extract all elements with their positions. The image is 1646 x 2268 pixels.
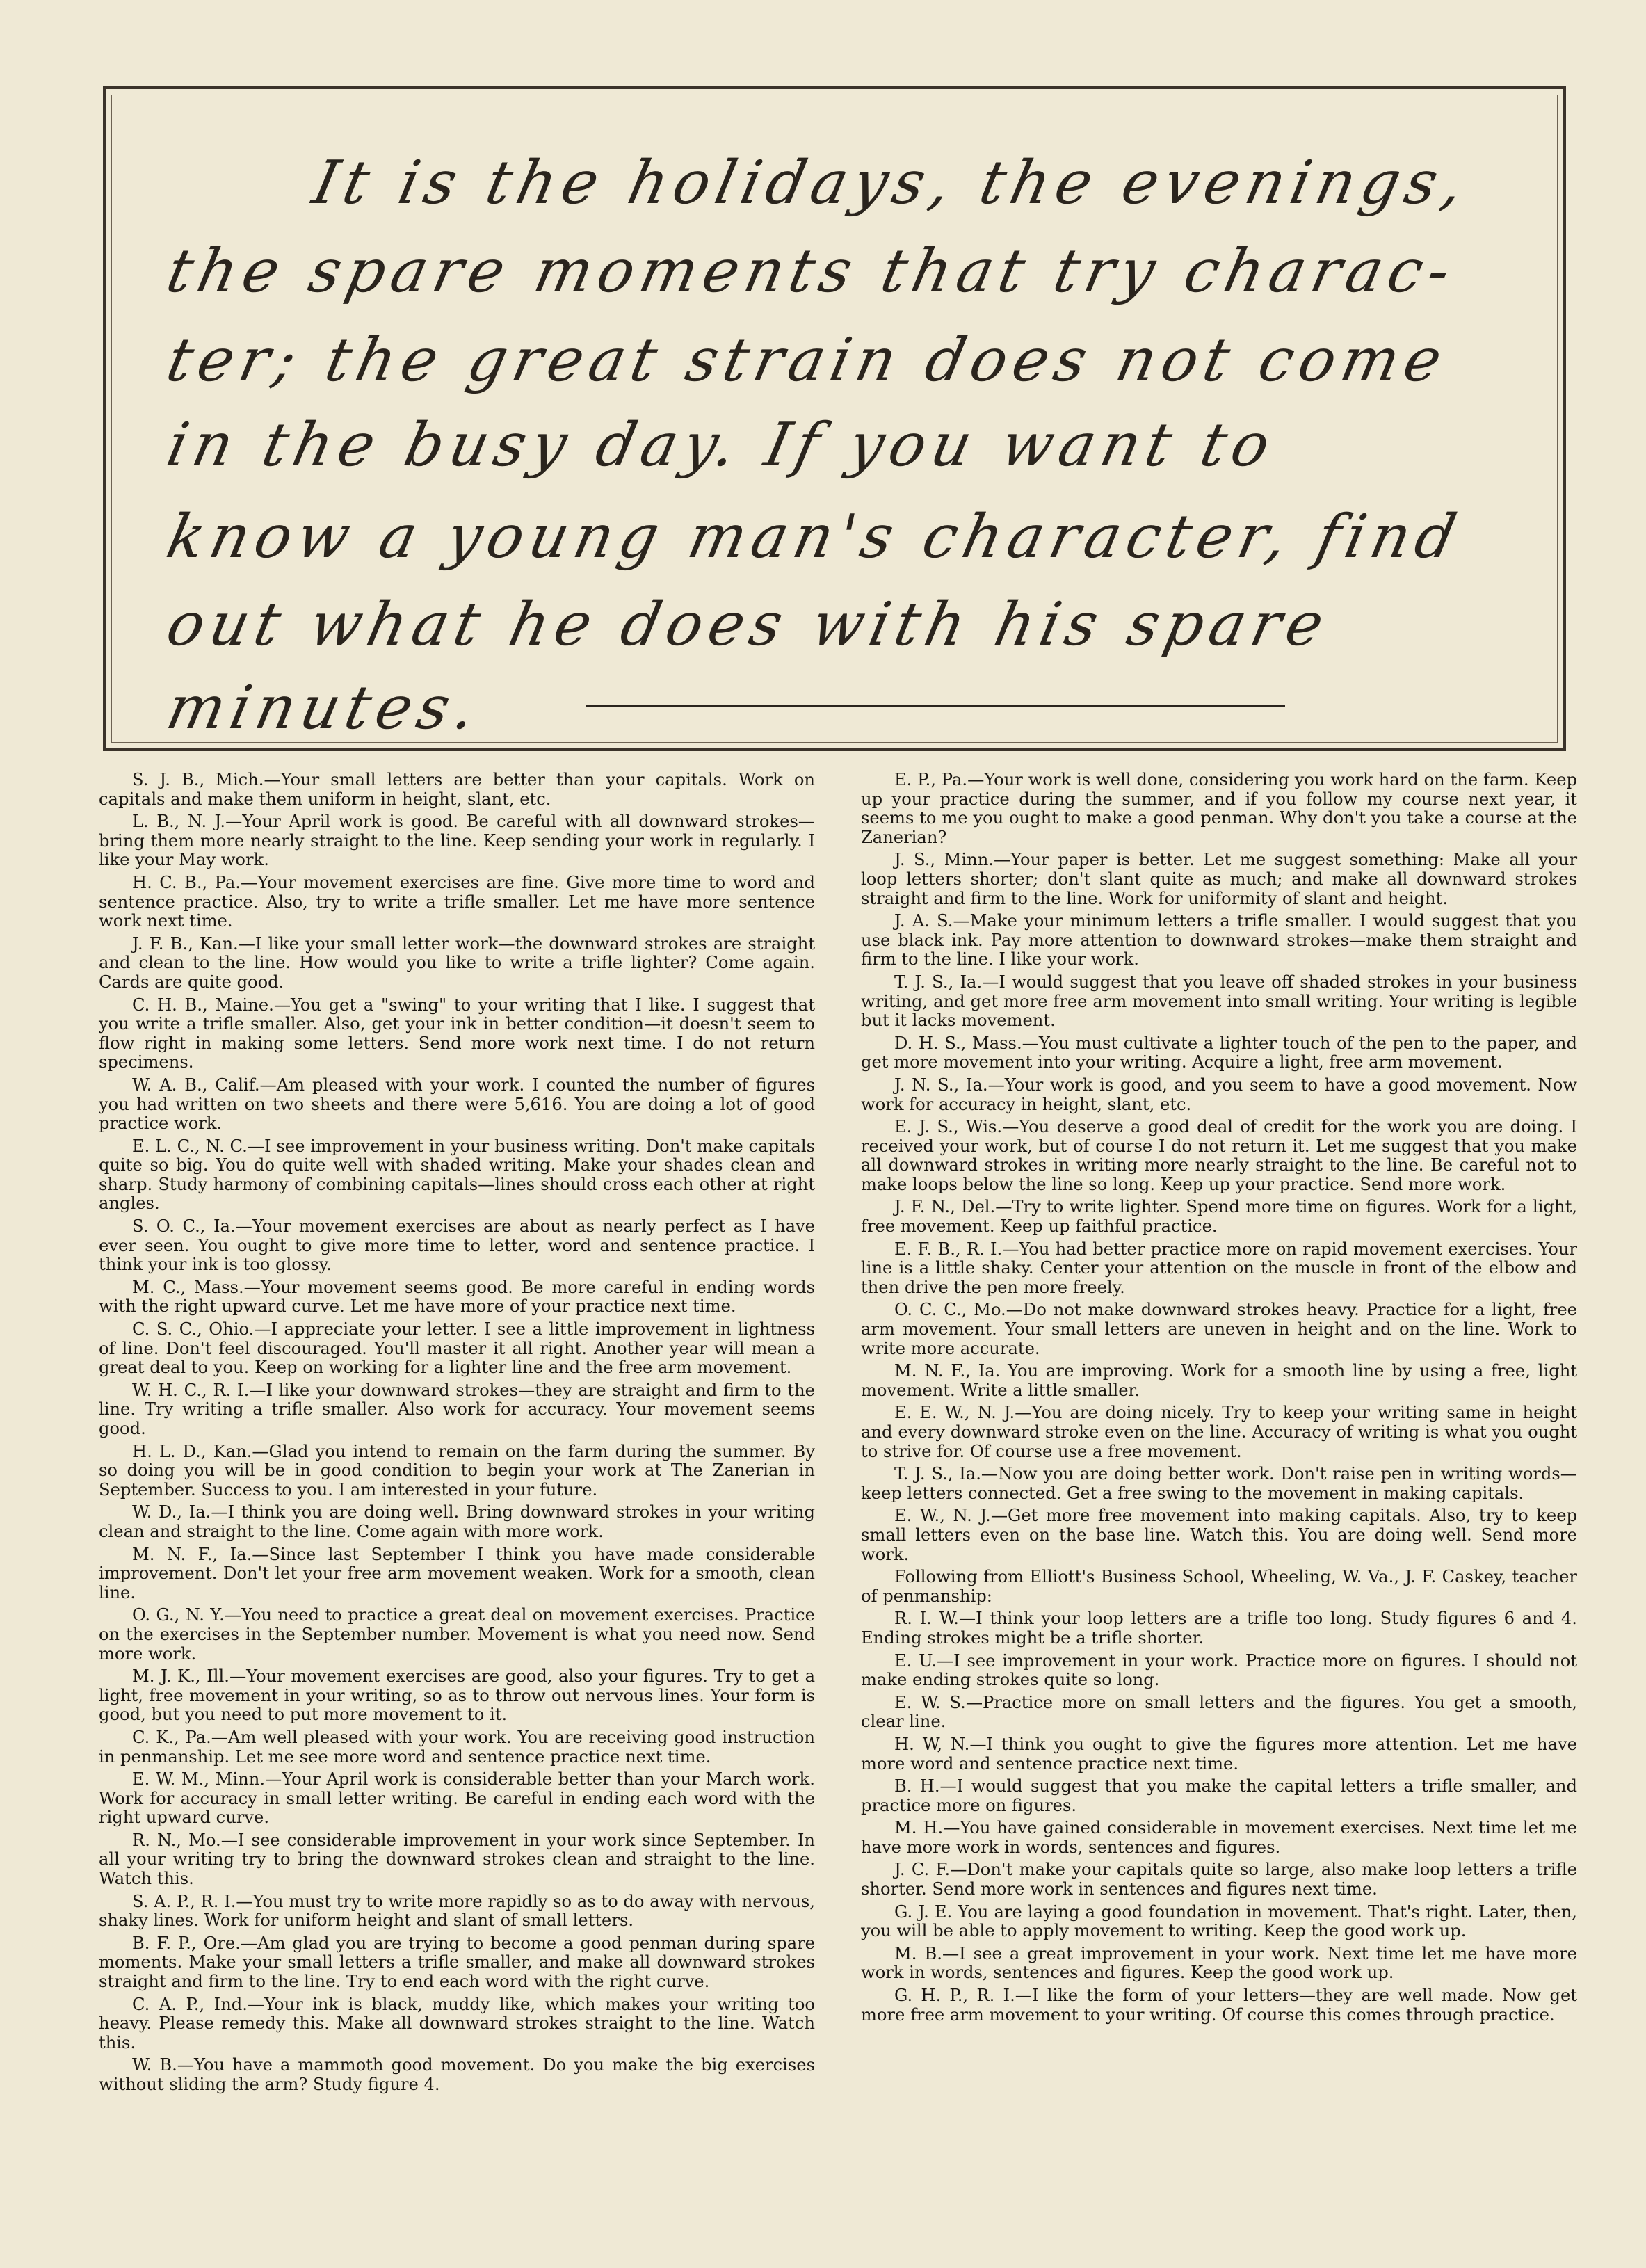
comment-paragraph: O. G., N. Y.—You need to practice a great deal on movement exercises. Practice on the exercises in the September number. Movement is what you need now. Send more work. bbox=[99, 1605, 815, 1664]
comment-paragraph: J. C. F.—Don't make your capitals quite so large, also make loop letters a trifle shorter. Send more work in sentences and figures next time. bbox=[861, 1860, 1577, 1899]
comment-paragraph: G. J. E. You are laying a good foundation in movement. That's right. Later, then, you will be able to apply movement to writing. Keep the good work up. bbox=[861, 1901, 1577, 1941]
comment-paragraph: C. H. B., Maine.—You get a "swing" to your writing that I like. I suggest that you write a trifle smaller. Also, get your ink in better condition—it doesn't seem to flow right in making some letters. Send more work next time. I do not return specimens. bbox=[99, 995, 815, 1072]
comment-paragraph: S. A. P., R. I.—You must try to write more rapidly so as to do away with nervous, shaky lines. Work for uniform height and slant of small letters. bbox=[99, 1891, 815, 1931]
comment-paragraph: E. W. M., Minn.—Your April work is considerable better than your March work. Work for accuracy in small letter writing. Be careful in ending each word with the right upward curve. bbox=[99, 1769, 815, 1828]
comment-paragraph: J. N. S., Ia.—Your work is good, and you seem to have a good movement. Now work for accuracy in height, slant, etc. bbox=[861, 1075, 1577, 1114]
script-line-7: minutes. bbox=[161, 673, 488, 743]
comment-paragraph: D. H. S., Mass.—You must cultivate a lighter touch of the pen to the paper, and get more movement into your writing. Acquire a light, free arm movement. bbox=[861, 1033, 1577, 1072]
comment-paragraph: B. H.—I would suggest that you make the capital letters a trifle smaller, and practice more on figures. bbox=[861, 1776, 1577, 1815]
script-line-5: know a young man's character, find bbox=[161, 502, 1469, 572]
comment-paragraph: H. W, N.—I think you ought to give the figures more attention. Let me have more word and sentence practice next time. bbox=[861, 1734, 1577, 1774]
comment-paragraph: E. W., N. J.—Get more free movement into making capitals. Also, try to keep small letters even on the base line. Watch this. You are doing well. Send more work. bbox=[861, 1506, 1577, 1564]
comment-paragraph: M. N. F., Ia.—Since last September I think you have made considerable improvement. Don't let your free arm movement weaken. Work for a smooth, clean line. bbox=[99, 1544, 815, 1602]
left-column bbox=[99, 771, 815, 2098]
comment-paragraph: Following from Elliott's Business School, Wheeling, W. Va., J. F. Caskey, teacher of penmanship: bbox=[861, 1567, 1577, 1606]
comment-paragraph: G. H. P., R. I.—I like the form of your letters—they are well made. Now get more free arm movement to your writing. Of course this comes through practice. bbox=[861, 1986, 1577, 2025]
comment-paragraph: R. I. W.—I think your loop letters are a trifle too long. Study figures 6 and 4. Ending strokes might be a trifle shorter. bbox=[861, 1609, 1577, 1648]
comment-paragraph: E. J. S., Wis.—You deserve a good deal of credit for the work you are doing. I received your work, but of course I do not return it. Let me suggest that you make all downward strokes in writing more nearly straight to the line. Be careful not to make loops below the line so long. Keep up your practice. Send more work. bbox=[861, 1117, 1577, 1194]
comment-paragraph: J. F. B., Kan.—I like your small letter work—the downward strokes are straight and clean to the line. How would you like to write a trifle lighter? Come again. Cards are quite good. bbox=[99, 933, 815, 992]
comment-paragraph: S. J. B., Mich.—Your small letters are better than your capitals. Work on capitals and make them uniform in height, slant, etc. bbox=[99, 770, 815, 809]
comment-paragraph: E. L. C., N. C.—I see improvement in your business writing. Don't make capitals quite so big. You do quite well with shaded writing. Make your shades clean and sharp. Study harmony of combining capitals—lines should cross each other at right angles. bbox=[99, 1136, 815, 1214]
comment-paragraph: C. K., Pa.—Am well pleased with your work. You are receiving good instruction in penmanship. Let me see more word and sentence practice next time. bbox=[99, 1727, 815, 1767]
comment-paragraph: M. H.—You have gained considerable in movement exercises. Next time let me have more work in words, sentences and figures. bbox=[861, 1818, 1577, 1857]
comment-paragraph: J. S., Minn.—Your paper is better. Let me suggest something: Make all your loop letters shorter; don't slant quite as much; and make all downward strokes straight and firm to the line. Work for uniformity of slant and height. bbox=[861, 850, 1577, 908]
comment-paragraph: E. E. W., N. J.—You are doing nicely. Try to keep your writing same in height and every downward stroke even on the line. Accuracy of writing is what you ought to strive for. Of course use a free movement. bbox=[861, 1403, 1577, 1461]
comment-paragraph: E. W. S.—Practice more on small letters and the figures. You get a smooth, clear line. bbox=[861, 1692, 1577, 1732]
script-line-4: in the busy day. If you want to bbox=[161, 410, 1282, 480]
script-line-6: out what he does with his spare bbox=[161, 590, 1336, 659]
comment-paragraph: C. S. C., Ohio.—I appreciate your letter. I see a little improvement in lightness of line. Don't feel discouraged. You'll master it all right. Another year will mean a great deal to you. Keep on working for a lighter line and the free arm movement. bbox=[99, 1319, 815, 1378]
comment-paragraph: T. J. S., Ia.—I would suggest that you leave off shaded strokes in your business writing, and get more free arm movement into small writing. Your writing is legible but it lacks movement. bbox=[861, 972, 1577, 1031]
comment-paragraph: W. D., Ia.—I think you are doing well. Bring downward strokes in your writing clean and straight to the line. Come again with more work. bbox=[99, 1502, 815, 1541]
comment-paragraph: O. C. C., Mo.—Do not make downward strokes heavy. Practice for a light, free arm movement. Your small letters are uneven in height and on the line. Work to write more accurate. bbox=[861, 1300, 1577, 1358]
comment-paragraph: W. B.—You have a mammoth good movement. Do you make the big exercises without sliding the arm? Study figure 4. bbox=[99, 2055, 815, 2094]
comment-paragraph: W. H. C., R. I.—I like your downward strokes—they are straight and firm to the line. Try writing a trifle smaller. Also work for accuracy. Your movement seems good. bbox=[99, 1380, 815, 1438]
comment-paragraph: E. P., Pa.—Your work is well done, considering you work hard on the farm. Keep up your practice during the summer, and if you follow my course next year, it seems to me you ought to make a good penman. Why don't you take a course at the Zanerian? bbox=[861, 770, 1577, 847]
right-column bbox=[861, 771, 1577, 2028]
script-line-1: It is the holidays, the evenings, bbox=[307, 148, 1476, 218]
comment-paragraph: M. N. F., Ia. You are improving. Work for a smooth line by using a free, light movement. Write a little smaller. bbox=[861, 1361, 1577, 1400]
comment-paragraph: C. A. P., Ind.—Your ink is black, muddy like, which makes your writing too heavy. Please remedy this. Make all downward strokes straight to the line. Watch this. bbox=[99, 1994, 815, 2052]
comment-paragraph: J. F. N., Del.—Try to write lighter. Spend more time on figures. Work for a light, free movement. Keep up faithful practice. bbox=[861, 1197, 1577, 1237]
comment-paragraph: M. C., Mass.—Your movement seems good. Be more careful in ending words with the right upward curve. Let me have more of your practice next time. bbox=[99, 1277, 815, 1317]
comment-paragraph: J. A. S.—Make your minimum letters a trifle smaller. I would suggest that you use black ink. Pay more attention to downward strokes—make them straight and firm to the line. I like your work. bbox=[861, 911, 1577, 970]
comment-paragraph: R. N., Mo.—I see considerable improvement in your work since September. In all your writing try to bring the downward strokes clean and straight to the line. Watch this. bbox=[99, 1830, 815, 1889]
quote-frame bbox=[103, 86, 1566, 751]
comment-paragraph: E. F. B., R. I.—You had better practice more on rapid movement exercises. Your line is a little shaky. Center your attention on the muscle in front of the elbow and then drive the pen more freely. bbox=[861, 1239, 1577, 1297]
quote-underline bbox=[586, 705, 1285, 707]
comment-paragraph: L. B., N. J.—Your April work is good. Be careful with all downward strokes—bring them more nearly straight to the line. Keep sending your work in regularly. I like your May work. bbox=[99, 812, 815, 870]
comment-paragraph: H. L. D., Kan.—Glad you intend to remain on the farm during the summer. By so doing you will be in good condition to begin your work at The Zanerian in September. Success to you. I am interested in your future. bbox=[99, 1441, 815, 1499]
comment-paragraph: E. U.—I see improvement in your work. Practice more on figures. I should not make ending strokes quite so long. bbox=[861, 1650, 1577, 1690]
script-line-3: ter; the great strain does not come bbox=[161, 325, 1454, 395]
comment-paragraph: B. F. P., Ore.—Am glad you are trying to become a good penman during spare moments. Make your small letters a trifle smaller, and make all downward strokes straight and firm to the line. Try to end each word with the right curve. bbox=[99, 1933, 815, 1992]
script-line-2: the spare moments that try charac- bbox=[161, 236, 1462, 306]
comment-paragraph: W. A. B., Calif.—Am pleased with your work. I counted the number of figures you had written on two sheets and there were 5,616. You are doing a lot of good practice work. bbox=[99, 1075, 815, 1134]
comment-paragraph: H. C. B., Pa.—Your movement exercises are fine. Give more time to word and sentence practice. Also, try to write a trifle smaller. Let me have more sentence work next time. bbox=[99, 872, 815, 931]
comment-paragraph: S. O. C., Ia.—Your movement exercises are about as nearly perfect as I have ever seen. You ought to give more time to letter, word and sentence practice. I think your ink is too glossy. bbox=[99, 1216, 815, 1275]
comment-paragraph: M. J. K., Ill.—Your movement exercises are good, also your figures. Try to get a light, free movement in your writing, so as to throw out nervous lines. Your form is good, but you need to put more movement to it. bbox=[99, 1666, 815, 1725]
comment-paragraph: T. J. S., Ia.—Now you are doing better work. Don't raise pen in writing words—keep letters connected. Get a free swing to the movement in making capitals. bbox=[861, 1464, 1577, 1503]
comment-paragraph: M. B.—I see a great improvement in your work. Next time let me have more work in words, sentences and figures. Keep the good work up. bbox=[861, 1943, 1577, 1983]
